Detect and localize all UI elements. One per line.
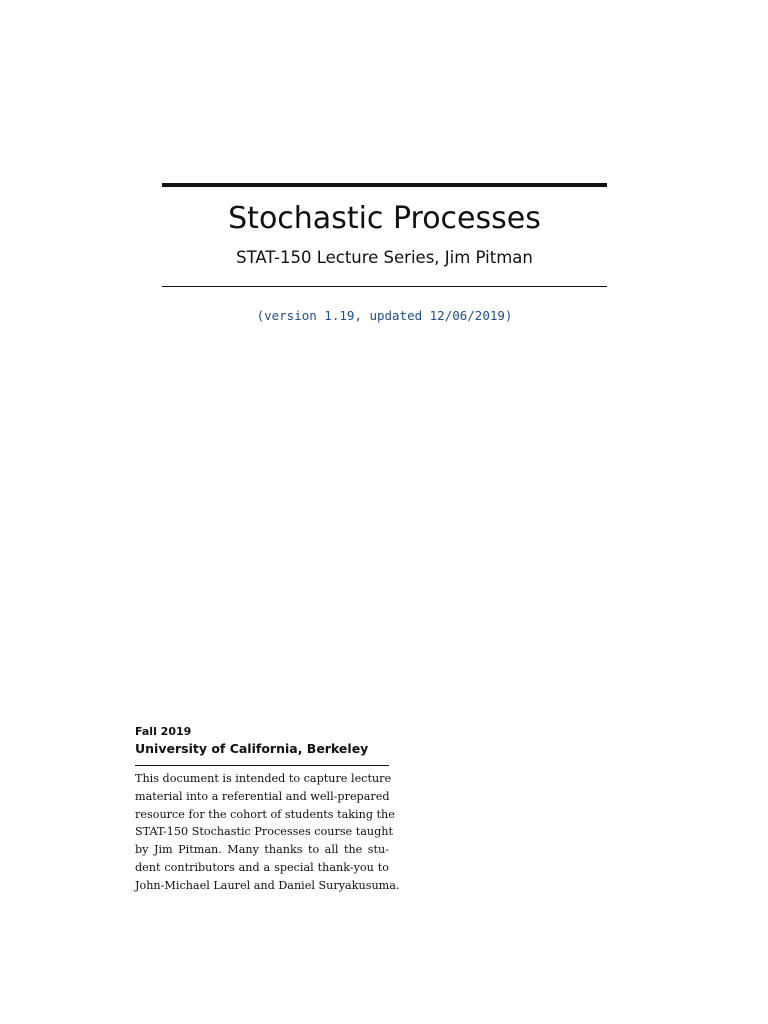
title-top-rule [162, 183, 607, 187]
abstract-line: resource for the cohort of students taking the [135, 807, 395, 821]
abstract-line: John-Michael Laurel and Daniel Suryakusuma. [135, 878, 400, 892]
title-bottom-rule [162, 286, 607, 287]
document-subtitle: STAT-150 Lecture Series, Jim Pitman [236, 248, 533, 267]
abstract-paragraph [135, 770, 400, 895]
abstract-line: material into a referential and well-prepared [135, 789, 390, 803]
abstract-rule [135, 765, 389, 766]
abstract-line: by Jim Pitman. Many thanks to all the stu- [135, 843, 389, 857]
abstract-line: dent contributors and a special thank-you to [135, 860, 389, 874]
abstract-line: This document is intended to capture lecture [135, 772, 392, 785]
document-title: Stochastic Processes [228, 201, 541, 236]
term-label: Fall 2019 [135, 725, 192, 738]
version-note: (version 1.19, updated 12/06/2019) [256, 308, 513, 323]
institution-label: University of California, Berkeley [135, 741, 369, 756]
abstract-line: STAT-150 Stochastic Processes course taught [135, 825, 393, 839]
